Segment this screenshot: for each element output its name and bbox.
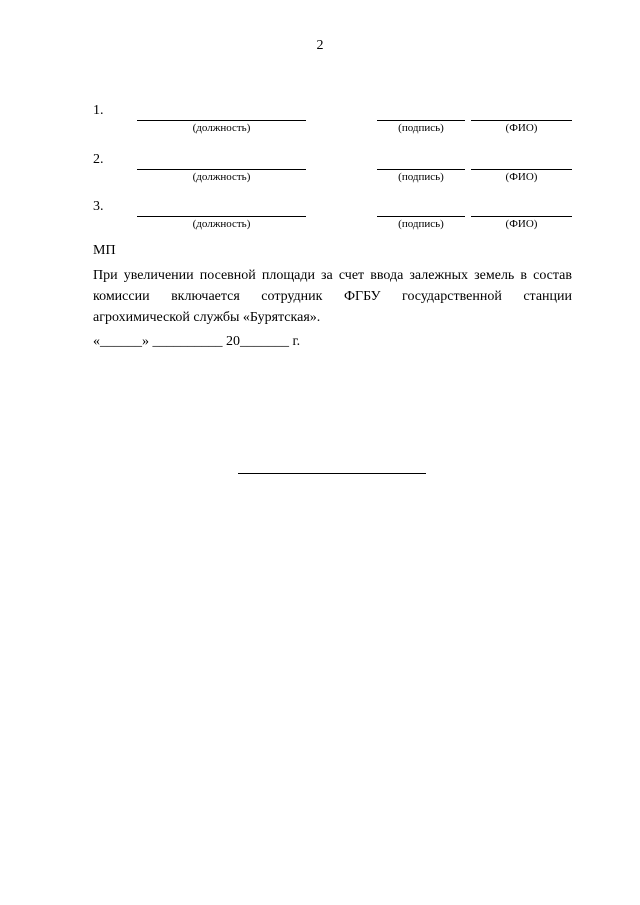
date-line: «______» __________ 20_______ г. [93,334,301,349]
position-line [137,216,306,217]
name-line [471,120,572,121]
footer-rule [238,473,426,474]
position-caption: (должность) [192,122,251,134]
name-caption: (ФИО) [505,218,538,230]
signature-caption: (подпись) [398,122,444,134]
signature-row-number: 3. [93,199,104,214]
name-line [471,169,572,170]
signature-row [0,152,640,192]
name-caption: (ФИО) [505,122,538,134]
signature-line [377,216,465,217]
signature-line [377,169,465,170]
name-caption: (ФИО) [505,171,538,183]
position-line [137,169,306,170]
commission-note: При увеличении посевной площади за счет ввода залежных земель в состав комиссии включается сотрудник ФГБУ государственной станции агрохимической службы «Бурятская». [93,268,572,325]
signature-caption: (подпись) [398,171,444,183]
name-line [471,216,572,217]
stamp-label: МП [93,243,116,258]
signature-row [0,199,640,239]
signature-caption: (подпись) [398,218,444,230]
signature-row-number: 1. [93,103,104,118]
signature-row [0,103,640,143]
position-line [137,120,306,121]
signature-line [377,120,465,121]
position-caption: (должность) [192,171,251,183]
signature-row-number: 2. [93,152,104,167]
page-number: 2 [316,38,324,53]
position-caption: (должность) [192,218,251,230]
